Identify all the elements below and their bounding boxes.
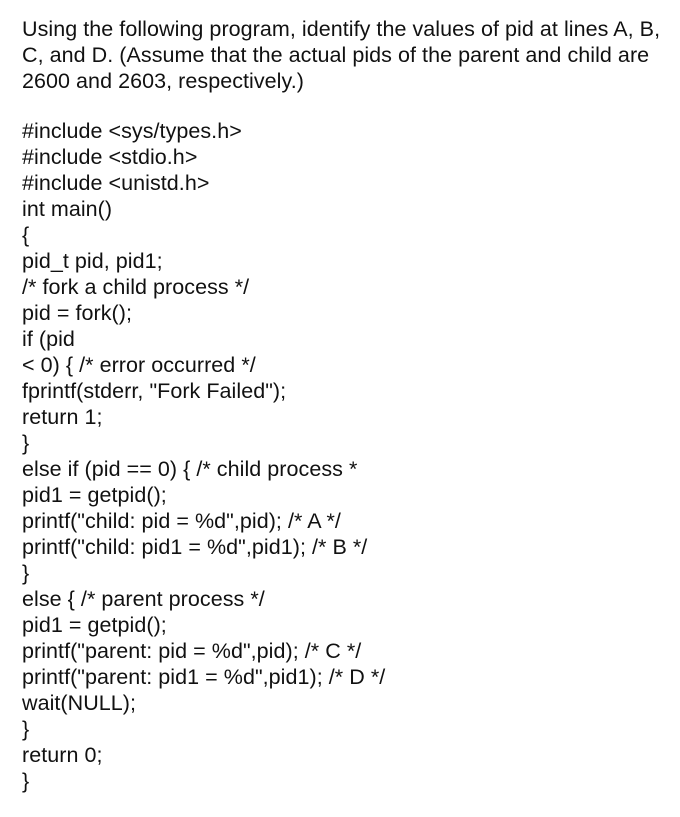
code-line: pid1 = getpid();: [22, 483, 167, 507]
code-line: fprintf(stderr, "Fork Failed");: [22, 379, 287, 403]
code-line: wait(NULL);: [22, 691, 137, 715]
question-text: Using the following program, identify the values of pid at lines A, B, C, and D. (Assume that the actual pids of the parent and child are 2600 and 2603, respectively.): [22, 17, 661, 93]
code-line: #include <sys/types.h>: [22, 119, 242, 143]
code-line: < 0) { /* error occurred */: [22, 353, 256, 377]
code-line: return 1;: [22, 405, 103, 429]
code-line: printf("parent: pid1 = %d",pid1); /* D */: [22, 665, 386, 689]
code-line: printf("child: pid1 = %d",pid1); /* B */: [22, 535, 368, 559]
code-listing: [22, 118, 662, 794]
code-line: }: [22, 561, 30, 585]
code-line: }: [22, 717, 30, 741]
code-line: int main(): [22, 197, 113, 221]
code-line: if (pid: [22, 327, 75, 351]
code-line: /* fork a child process */: [22, 275, 250, 299]
code-line: #include <unistd.h>: [22, 171, 210, 195]
code-line: return 0;: [22, 743, 103, 767]
code-line: printf("child: pid = %d",pid); /* A */: [22, 509, 341, 533]
code-line: {: [22, 223, 30, 247]
code-line: pid = fork();: [22, 301, 132, 325]
code-line: pid_t pid, pid1;: [22, 249, 163, 273]
code-line: printf("parent: pid = %d",pid); /* C */: [22, 639, 362, 663]
code-line: }: [22, 769, 30, 793]
document-page: [22, 16, 662, 794]
code-line: pid1 = getpid();: [22, 613, 167, 637]
code-line: }: [22, 431, 30, 455]
code-line: else if (pid == 0) { /* child process *: [22, 457, 358, 481]
code-line: #include <stdio.h>: [22, 145, 198, 169]
code-line: else { /* parent process */: [22, 587, 265, 611]
